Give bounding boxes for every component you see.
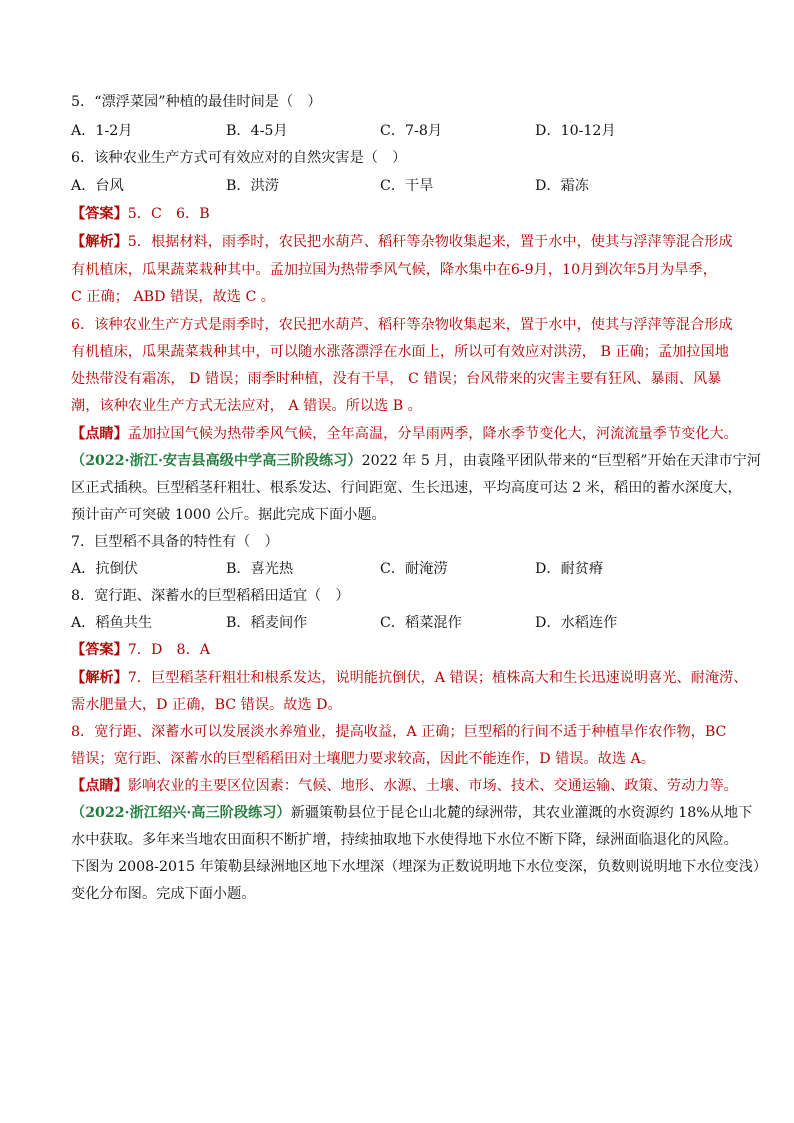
material-line: 预计亩产可突破 1000 公斤。据此完成下面小题。 <box>71 507 386 523</box>
question-5-option-b: B．4-5月 <box>226 123 288 139</box>
material-text: 新疆策勒县位于昆仑山北麓的绿洲带，其农业灌溉的水资源约 18%从地下 <box>290 805 753 821</box>
question-6-option-b: B．洪涝 <box>226 178 279 194</box>
analysis-line: 有机植床，瓜果蔬菜栽种其中，可以随水涨落漂浮在水面上，所以可有效应对洪涝， B 正确；孟加拉国地 <box>71 344 729 360</box>
comment-line <box>71 776 738 796</box>
analysis-tag: 【解析】 <box>71 670 128 686</box>
question-8-option-a: A．稻鱼共生 <box>71 615 153 631</box>
answer-text: 7．D 8．A <box>127 642 211 658</box>
material-text: 2022 年 5 月，由袁隆平团队带来的“巨型稻”开始在天津市宁河 <box>361 453 762 469</box>
analysis-line: C 正确； ABD 错误，故选 C 。 <box>71 289 275 305</box>
material-line <box>71 803 752 823</box>
analysis-line: 错误；宽行距、深蓄水的巨型稻稻田对土壤肥力要求较高，因此不能连作，D 错误。故选 A。 <box>71 751 655 767</box>
question-7-option-a: A．抗倒伏 <box>71 561 138 577</box>
question-8-stem: 8．宽行距、深蓄水的巨型稻稻田适宜（ ） <box>71 588 350 604</box>
question-7-option-b: B．喜光热 <box>226 561 294 577</box>
analysis-line: 有机植床，瓜果蔬菜栽种其中。孟加拉国为热带季风气候，降水集中在6-9月，10月到次年5月为旱季， <box>71 262 717 278</box>
material-line: 下图为 2008-2015 年策勒县绿洲地区地下水埋深（埋深为正数说明地下水位变深，负数则说明地下水位变浅） <box>71 859 768 875</box>
analysis-line: 6．该种农业生产方式是雨季时，农民把水葫芦、稻秆等杂物收集起来，置于水中，使其与浮萍等混合形成 <box>71 317 733 333</box>
comment-tag: 【点睛】 <box>71 778 128 794</box>
comment-text: 孟加拉国气候为热带季风气候，全年高温，分旱雨两季，降水季节变化大，河流流量季节变化大。 <box>127 426 738 442</box>
question-6-option-c: C．干旱 <box>380 178 434 194</box>
question-8-option-b: B．稻麦间作 <box>226 615 308 631</box>
question-8-option-d: D．水稻连作 <box>535 615 618 631</box>
material-line: 变化分布图。完成下面小题。 <box>71 886 256 902</box>
question-6-option-a: A．台风 <box>71 178 124 194</box>
answer-line-1 <box>71 204 210 224</box>
analysis-line: 潮，该种农业生产方式无法应对， A 错误。所以选 B 。 <box>71 398 422 414</box>
material-line: 水中获取。多年来当地农田面积不断扩增，持续抽取地下水使得地下水位不断下降，绿洲面临退化的风险。 <box>71 832 738 848</box>
comment-line <box>71 424 738 444</box>
question-7-option-d: D．耐贫瘠 <box>535 561 604 577</box>
answer-text: 5．C 6．B <box>127 206 210 222</box>
question-6-option-d: D．霜冻 <box>535 178 589 194</box>
analysis-line <box>71 668 747 688</box>
source-tag: （2022·浙江·安吉县高级中学高三阶段练习） <box>71 453 362 469</box>
analysis-tag: 【解析】 <box>71 234 128 250</box>
material-line <box>71 451 761 471</box>
comment-text: 影响农业的主要区位因素：气候、地形、水源、土壤、市场、技术、交通运输、政策、劳动力等。 <box>127 778 738 794</box>
answer-line-2 <box>71 640 210 660</box>
analysis-line: 需水肥量大，D 正确，BC 错误。故选 D。 <box>71 697 342 713</box>
question-6-stem: 6．该种农业生产方式可有效应对的自然灾害是（ ） <box>71 150 407 166</box>
analysis-line: 8．宽行距、深蓄水可以发展淡水养殖业，提高收益，A 正确；巨型稻的行间不适于种植旱作农作物，BC <box>71 724 727 740</box>
question-8-option-c: C．稻菜混作 <box>380 615 462 631</box>
answer-tag: 【答案】 <box>71 642 128 658</box>
question-5-stem: 5．“漂浮菜园”种植的最佳时间是（ ） <box>71 94 322 110</box>
analysis-line: 处热带没有霜冻， D 错误；雨季时种植，没有干旱， C 错误；台风带来的灾害主要有狂风、暴雨、风暴 <box>71 371 722 387</box>
analysis-line <box>71 232 733 252</box>
question-7-stem: 7．巨型稻不具备的特性有（ ） <box>71 534 279 550</box>
question-5-option-d: D．10-12月 <box>535 123 616 139</box>
answer-tag: 【答案】 <box>71 206 128 222</box>
analysis-text: 7．巨型稻茎秆粗壮和根系发达，说明能抗倒伏，A 错误；植株高大和生长迅速说明喜光、耐淹涝、 <box>127 670 748 686</box>
question-7-option-c: C．耐淹涝 <box>380 561 448 577</box>
source-tag: （2022·浙江绍兴·高三阶段练习） <box>71 805 291 821</box>
analysis-text: 5．根据材料，雨季时，农民把水葫芦、稻秆等杂物收集起来，置于水中，使其与浮萍等混合形成 <box>127 234 733 250</box>
question-5-option-a: A．1-2月 <box>71 123 133 139</box>
comment-tag: 【点睛】 <box>71 426 128 442</box>
material-line: 区正式插秧。巨型稻茎秆粗壮、根系发达、行间距宽、生长迅速，平均高度可达 2 米，稻田的蓄水深度大， <box>71 480 742 496</box>
question-5-option-c: C．7-8月 <box>380 123 443 139</box>
